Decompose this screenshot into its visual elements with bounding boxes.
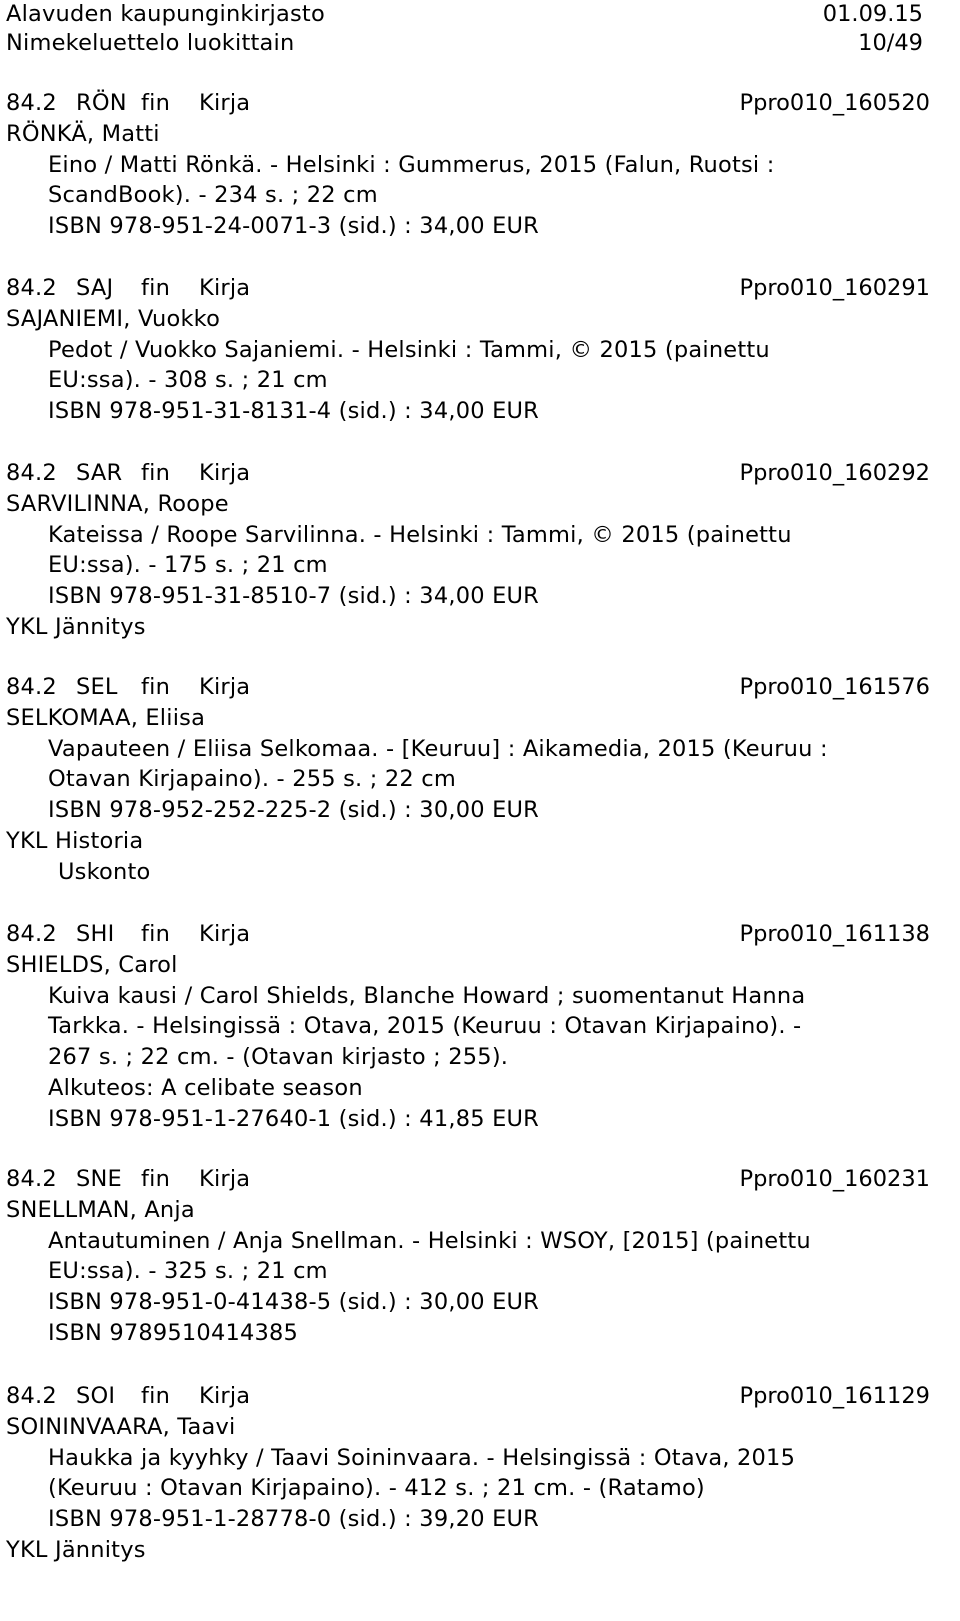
- description-line: Alkuteos: A celibate season: [48, 1075, 363, 1101]
- class-number: 84.2: [6, 1166, 57, 1192]
- description-line: ISBN 978-951-31-8131-4 (sid.) : 34,00 EUR: [48, 398, 539, 425]
- language-code: fin: [141, 90, 171, 116]
- language-code: fin: [141, 674, 171, 700]
- description-line: Tarkka. - Helsingissä : Otava, 2015 (Keuruu : Otavan Kirjapaino). -: [48, 1013, 802, 1040]
- author-heading: SAJANIEMI, Vuokko: [6, 305, 221, 332]
- language-code: fin: [141, 275, 171, 301]
- call-number: [6, 672, 250, 703]
- list-title: Nimekeluettelo luokittain: [6, 30, 295, 56]
- description-line: Kuiva kausi / Carol Shields, Blanche Howard ; suomentanut Hanna: [48, 982, 806, 1009]
- description-line: (Keuruu : Otavan Kirjapaino). - 412 s. ; 21 cm. - (Ratamo): [48, 1475, 705, 1502]
- description-line: ISBN 978-951-0-41438-5 (sid.) : 30,00 EUR: [48, 1289, 539, 1316]
- description-line: ScandBook). - 234 s. ; 22 cm: [48, 182, 378, 209]
- class-number: 84.2: [6, 90, 57, 116]
- author-heading: SNELLMAN, Anja: [6, 1196, 195, 1223]
- ykl-subject: Uskonto: [58, 858, 151, 885]
- description-line: ISBN 978-951-1-28778-0 (sid.) : 39,20 EUR: [48, 1506, 539, 1533]
- material-type: Kirja: [199, 1166, 251, 1192]
- description-line: Vapauteen / Eliisa Selkomaa. - [Keuruu] : Aikamedia, 2015 (Keuruu :: [48, 735, 828, 762]
- call-number: [6, 1381, 250, 1412]
- author-heading: SELKOMAA, Eliisa: [6, 704, 206, 731]
- author-heading: SHIELDS, Carol: [6, 951, 178, 978]
- record-id: Ppro010_160231: [739, 1166, 930, 1192]
- material-type: Kirja: [199, 90, 251, 116]
- record-id: Ppro010_161138: [739, 921, 930, 947]
- record-id: Ppro010_160292: [739, 460, 930, 486]
- shelf-signum: SOI: [76, 1383, 116, 1409]
- material-type: Kirja: [199, 275, 251, 301]
- description-line: Eino / Matti Rönkä. - Helsinki : Gummerus, 2015 (Falun, Ruotsi :: [48, 151, 775, 178]
- description-line: ISBN 9789510414385: [48, 1320, 299, 1346]
- description-line: Antautuminen / Anja Snellman. - Helsinki : WSOY, [2015] (painettu: [48, 1227, 811, 1254]
- class-number: 84.2: [6, 921, 57, 947]
- class-number: 84.2: [6, 1383, 57, 1409]
- record-id: Ppro010_160291: [739, 275, 930, 301]
- material-type: Kirja: [199, 460, 251, 486]
- call-number: [6, 88, 250, 119]
- description-line: ISBN 978-952-252-225-2 (sid.) : 30,00 EUR: [48, 797, 539, 824]
- material-type: Kirja: [199, 674, 251, 700]
- description-line: EU:ssa). - 308 s. ; 21 cm: [48, 367, 328, 394]
- call-number: [6, 273, 250, 304]
- description-line: ISBN 978-951-31-8510-7 (sid.) : 34,00 EUR: [48, 583, 539, 610]
- shelf-signum: SAJ: [76, 275, 114, 301]
- shelf-signum: SNE: [76, 1166, 122, 1192]
- description-line: Haukka ja kyyhky / Taavi Soininvaara. - Helsingissä : Otava, 2015: [48, 1444, 796, 1471]
- class-number: 84.2: [6, 275, 57, 301]
- call-number: [6, 919, 250, 950]
- print-date: 01.09.15: [822, 1, 923, 27]
- library-name: Alavuden kaupunginkirjasto: [6, 1, 325, 27]
- description-line: Pedot / Vuokko Sajaniemi. - Helsinki : Tammi, © 2015 (painettu: [48, 336, 770, 363]
- ykl-subject: YKL Historia: [6, 828, 144, 854]
- record-id: Ppro010_161129: [739, 1383, 930, 1409]
- page-number: 10/49: [858, 30, 923, 56]
- class-number: 84.2: [6, 674, 57, 700]
- language-code: fin: [141, 460, 171, 486]
- author-heading: RÖNKÄ, Matti: [6, 120, 160, 147]
- language-code: fin: [141, 1166, 171, 1192]
- author-heading: SOININVAARA, Taavi: [6, 1413, 236, 1440]
- call-number: [6, 1164, 250, 1195]
- shelf-signum: RÖN: [76, 90, 127, 116]
- class-number: 84.2: [6, 460, 57, 486]
- language-code: fin: [141, 1383, 171, 1409]
- record-id: Ppro010_160520: [739, 90, 930, 116]
- shelf-signum: SAR: [76, 460, 123, 486]
- description-line: Otavan Kirjapaino). - 255 s. ; 22 cm: [48, 766, 456, 793]
- ykl-subject: YKL Jännitys: [6, 1537, 146, 1563]
- record-id: Ppro010_161576: [739, 674, 930, 700]
- description-line: Kateissa / Roope Sarvilinna. - Helsinki : Tammi, © 2015 (painettu: [48, 521, 792, 548]
- description-line: EU:ssa). - 325 s. ; 21 cm: [48, 1258, 328, 1285]
- language-code: fin: [141, 921, 171, 947]
- shelf-signum: SEL: [76, 674, 118, 700]
- material-type: Kirja: [199, 1383, 251, 1409]
- call-number: [6, 458, 250, 489]
- description-line: ISBN 978-951-24-0071-3 (sid.) : 34,00 EUR: [48, 213, 539, 240]
- description-line: 267 s. ; 22 cm. - (Otavan kirjasto ; 255).: [48, 1044, 509, 1071]
- description-line: ISBN 978-951-1-27640-1 (sid.) : 41,85 EUR: [48, 1105, 539, 1132]
- shelf-signum: SHI: [76, 921, 115, 947]
- ykl-subject: YKL Jännitys: [6, 614, 146, 640]
- description-line: EU:ssa). - 175 s. ; 21 cm: [48, 552, 328, 579]
- author-heading: SARVILINNA, Roope: [6, 490, 229, 517]
- material-type: Kirja: [199, 921, 251, 947]
